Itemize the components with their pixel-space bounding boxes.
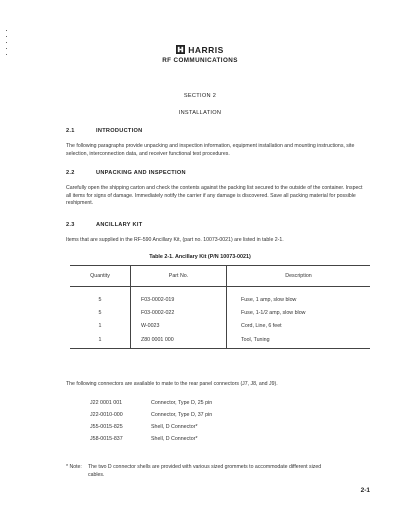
list-item: [90, 412, 212, 424]
description-cell: Cord, Line, 6 feet: [227, 319, 371, 332]
footnote-text: The two D connector shells are provided with various sized grommets to accommodate different sized cables.: [88, 464, 322, 478]
section-number: SECTION 2: [183, 93, 217, 99]
description-cell: Fuse, 1-1/2 amp, slow blow: [227, 306, 371, 319]
table-row: [70, 306, 370, 319]
connector-list: [90, 400, 212, 448]
company-header: [0, 44, 400, 64]
column-header-part-no: Part No.: [131, 266, 227, 287]
connector-part-no: J58-0015-837: [90, 436, 123, 442]
heading-unpacking: [66, 170, 186, 176]
column-header-quantity: Quantity: [70, 266, 131, 287]
intro-paragraph: The following paragraphs provide unpacking and inspection information, equipment installation and mounting instructions, site selection, interconnection data, and receiver functional test procedures.: [66, 143, 355, 157]
brand-name: HARRIS: [188, 44, 224, 55]
heading-number: 2.2: [66, 170, 75, 176]
section-title: INSTALLATION: [178, 110, 222, 116]
heading-text: UNPACKING AND INSPECTION: [96, 170, 186, 176]
list-item: [90, 400, 212, 412]
connector-description: Connector, Type D, 25 pin: [151, 400, 213, 406]
heading-ancillary-kit: [66, 222, 142, 228]
connector-part-no: J22-0010-000: [90, 412, 123, 418]
table-row: [70, 319, 370, 332]
connector-description: Connector, Type D, 37 pin: [151, 412, 213, 418]
table-caption: Table 2-1. Ancillary Kit (P/N 10073-0021): [149, 254, 251, 260]
quantity-cell: 5: [98, 296, 102, 303]
heading-number: 2.3: [66, 222, 75, 228]
ancillary-kit-table: [70, 265, 370, 349]
part-no-cell: F03-0002-022: [131, 306, 227, 319]
heading-number: 2.1: [66, 128, 75, 134]
footnote: [66, 464, 336, 479]
list-item: [90, 424, 212, 436]
footnote-label: * Note:: [66, 464, 82, 470]
description-cell: Tool, Tuning: [227, 332, 371, 349]
quantity-cell: 1: [70, 332, 131, 349]
part-no-cell: Z80 0001 000: [131, 332, 227, 349]
table-header-row: [70, 266, 370, 287]
connector-part-no: J22 0001 001: [90, 400, 123, 406]
heading-text: INTRODUCTION: [96, 128, 143, 134]
page-number: 2-1: [360, 487, 370, 494]
ancillary-paragraph: Items that are supplied in the RF-590 Ancillary Kit, (part no. 10073-0021) are listed in table 2-1.: [66, 237, 284, 243]
heading-introduction: [66, 128, 142, 134]
harris-logo-icon: [176, 45, 185, 54]
heading-text: ANCILLARY KIT: [96, 222, 143, 228]
connector-part-no: J55-0015-825: [90, 424, 123, 430]
quantity-cell: 5: [98, 309, 102, 316]
table-row: [70, 287, 370, 307]
part-no-cell: W-0023: [131, 319, 227, 332]
quantity-cell: 1: [98, 322, 102, 329]
connectors-intro: The following connectors are available to mate to the rear panel connectors (J7, J8, and J9).: [66, 381, 278, 387]
table-row: [70, 332, 370, 349]
connector-description: Shell, D Connector*: [151, 436, 198, 442]
part-no-cell: F03-0002-019: [131, 287, 227, 307]
column-header-description: Description: [227, 266, 371, 287]
description-cell: Fuse, 1 amp, slow blow: [227, 287, 371, 307]
division-name: RF COMMUNICATIONS: [162, 57, 238, 64]
unpacking-paragraph: Carefully open the shipping carton and check the contents against the packing list secured to the outside of the container. Inspect all items for signs of damage. Immediately notify the carrier if any damage is discovered. Save all packing material for possible reshipment.: [66, 185, 363, 206]
list-item: [90, 436, 212, 448]
connector-description: Shell, D Connector*: [151, 424, 198, 430]
